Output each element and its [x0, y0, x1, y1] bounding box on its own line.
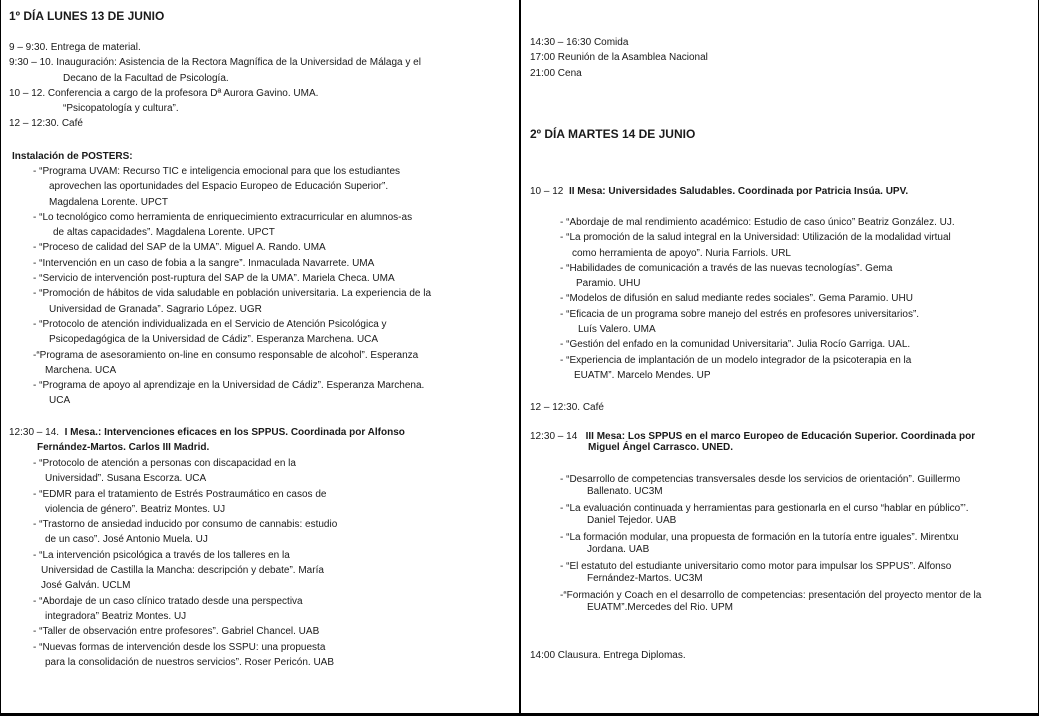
- mesa3-list: [560, 474, 981, 613]
- mesa3-line: - “La evaluación continuada y herramientas para gestionarla en el curso “hablar en público”’.: [560, 503, 969, 514]
- schedule-line: 12 – 12:30. Café: [9, 118, 83, 130]
- mesa2-line: - “La promoción de la salud integral en la Universidad: Utilización de la modalidad virtual: [560, 232, 951, 244]
- schedule-line: 10 – 12. Conferencia a cargo de la profesora Dª Aurora Gavino. UMA.: [9, 87, 319, 99]
- mesa3-line: EUATM”.Mercedes del Rio. UPM: [587, 601, 733, 613]
- mesa1-list: [33, 456, 337, 670]
- poster-line: -“Programa de asesoramiento on-line en consumo responsable de alcohol”. Esperanza: [33, 349, 419, 361]
- mesa1-line: José Galván. UCLM: [41, 580, 131, 592]
- mesa3-line: Daniel Tejedor. UAB: [587, 514, 677, 526]
- mesa3-line: Fernández-Martos. UC3M: [587, 572, 703, 584]
- mesa2-line: Luís Valero. UMA: [578, 324, 656, 336]
- mesa3-time: 12:30 – 14: [530, 431, 578, 442]
- mesa3-line: - “El estatuto del estudiante universitario como motor para impulsar los SPPUS”. Alfonso: [560, 561, 952, 572]
- day1-evening: [530, 35, 708, 81]
- mesa3-coordinator: Miguel Ángel Carrasco. UNED.: [588, 442, 734, 453]
- mesa1-line: - “Abordaje de un caso clínico tratado desde una perspectiva: [33, 595, 303, 607]
- poster-line: - “Intervención en un caso de fobia a la sangre”. Inmaculada Navarrete. UMA: [33, 257, 375, 269]
- mesa2-line: EUATM”. Marcelo Mendes. UP: [574, 369, 711, 381]
- mesa2-line: - “Experiencia de implantación de un modelo integrador de la psicoterapia en la: [560, 354, 912, 366]
- mesa3-line: - “La formación modular, una propuesta de formación en la tutoría entre iguales”. Mirentxu: [560, 532, 959, 543]
- mesa2-line: - “Habilidades de comunicación a través de las nuevas tecnologías”. Gema: [560, 262, 893, 274]
- mesa3-title: III Mesa: Los SPPUS en el marco Europeo de Educación Superior. Coordinada por: [585, 431, 976, 442]
- mesa3-line: -“Formación y Coach en el desarrollo de competencias: presentación del proyecto mentor de la: [560, 590, 982, 601]
- schedule-line: “Psicopatología y cultura”.: [63, 103, 179, 115]
- mesa2-line: - “Modelos de difusión en salud mediante redes sociales”. Gema Paramio. UHU: [560, 293, 913, 305]
- mesa1-line: Universidad”. Susana Escorza. UCA: [45, 473, 207, 485]
- mesa2-list: [560, 215, 955, 383]
- poster-line: - “Lo tecnológico como herramienta de enriquecimiento extracurricular en alumnos-as: [33, 211, 413, 223]
- mesa3-line: Ballenato. UC3M: [587, 485, 663, 497]
- mesa1-time: 12:30 – 14.: [9, 427, 60, 438]
- mesa1-line: integradora” Beatriz Montes. UJ: [45, 610, 187, 622]
- poster-line: Marchena. UCA: [45, 364, 117, 376]
- mesa1-heading: [9, 425, 405, 456]
- mesa3-line: - “Desarrollo de competencias transversales desde los servicios de orientación”. Guillermo: [560, 474, 961, 485]
- mesa1-coordinator: Fernández-Martos. Carlos III Madrid.: [37, 442, 210, 454]
- poster-line: aprovechen las oportunidades del Espacio Europeo de Educación Superior”.: [49, 181, 389, 193]
- poster-line: - “Programa UVAM: Recurso TIC e inteligencia emocional para que los estudiantes: [33, 166, 401, 177]
- mesa1-line: - “Taller de observación entre profesores”. Gabriel Chancel. UAB: [33, 626, 320, 638]
- poster-line: - “Servicio de intervención post-ruptura del SAP de la UMA”. Mariela Checa. UMA: [33, 273, 395, 285]
- coffee-break: 12 – 12:30. Café: [530, 402, 604, 413]
- closing: 14:00 Clausura. Entrega Diplomas.: [530, 650, 686, 661]
- day1-title: 1º DÍA LUNES 13 DE JUNIO: [9, 9, 165, 23]
- mesa1-line: violencia de género”. Beatriz Montes. UJ: [45, 503, 226, 515]
- mesa2-line: - “Abordaje de mal rendimiento académico: Estudio de caso único” Beatriz González. UJ.: [560, 217, 955, 228]
- schedule-line: 9:30 – 10. Inauguración: Asistencia de la Rectora Magnífica de la Universidad de Málaga y el: [9, 57, 421, 69]
- mesa3-heading: [530, 431, 975, 453]
- column-divider: [519, 0, 521, 716]
- mesa2-time: 10 – 12: [530, 186, 564, 197]
- mesa2-title: II Mesa: Universidades Saludables. Coordinada por Patricia Insúa. UPV.: [568, 186, 909, 197]
- mesa3-line: Jordana. UAB: [587, 543, 650, 555]
- schedule-line: 9 – 9:30. Entrega de material.: [9, 42, 141, 53]
- day1-schedule: [9, 40, 421, 132]
- mesa1-line: - “EDMR para el tratamiento de Estrés Postraumático en casos de: [33, 488, 327, 500]
- schedule-line: Decano de la Facultad de Psicología.: [63, 72, 229, 84]
- mesa1-title: I Mesa.: Intervenciones eficaces en los SPPUS. Coordinada por Alfonso: [64, 427, 405, 438]
- mesa1-line: - “La intervención psicológica a través de los talleres en la: [33, 549, 290, 561]
- mesa2-line: Paramio. UHU: [576, 278, 641, 290]
- poster-line: Universidad de Granada”. Sagrario López. UGR: [49, 303, 262, 315]
- day2-title: 2º DÍA MARTES 14 DE JUNIO: [530, 127, 696, 141]
- poster-line: Magdalena Lorente. UPCT: [49, 196, 168, 208]
- poster-line: Psicopedagógica de la Universidad de Cádiz”. Esperanza Marchena. UCA: [49, 334, 379, 346]
- evening-line: 14:30 – 16:30 Comida: [530, 37, 629, 48]
- mesa2-line: - “Eficacia de un programa sobre manejo del estrés en profesores universitarios”.: [560, 308, 920, 320]
- poster-line: UCA: [49, 395, 71, 407]
- mesa1-line: Universidad de Castilla la Mancha: descripción y debate”. María: [41, 565, 324, 577]
- poster-line: de altas capacidades”. Magdalena Lorente. UPCT: [53, 227, 275, 239]
- mesa1-line: - “Nuevas formas de intervención desde los SSPU: una propuesta: [33, 641, 326, 653]
- evening-line: 17:00 Reunión de la Asamblea Nacional: [530, 52, 708, 64]
- posters-title: Instalación de POSTERS:: [12, 151, 133, 162]
- mesa1-line: - “Trastorno de ansiedad inducido por consumo de cannabis: estudio: [33, 519, 338, 531]
- poster-line: - “Promoción de hábitos de vida saludable en población universitaria. La experiencia de la: [33, 288, 432, 300]
- mesa1-line: para la consolidación de nuestros servicios”. Roser Pericón. UAB: [45, 656, 335, 668]
- mesa1-line: - “Protocolo de atención a personas con discapacidad en la: [33, 458, 296, 469]
- mesa2-heading: [530, 184, 908, 199]
- mesa2-line: como herramienta de apoyo”. Nuria Farriols. URL: [572, 247, 791, 259]
- poster-line: - “Programa de apoyo al aprendizaje en la Universidad de Cádiz”. Esperanza Marchena.: [33, 380, 425, 392]
- poster-line: - “Proceso de calidad del SAP de la UMA”. Miguel A. Rando. UMA: [33, 242, 326, 254]
- mesa2-line: - “Gestión del enfado en la comunidad Universitaria”. Julia Rocío Garriga. UAL.: [560, 339, 911, 351]
- mesa1-line: de un caso”. José Antonio Muela. UJ: [45, 534, 208, 546]
- posters-list: [33, 164, 431, 409]
- evening-line: 21:00 Cena: [530, 67, 582, 79]
- poster-line: - “Protocolo de atención individualizada en el Servicio de Atención Psicológica y: [33, 318, 387, 330]
